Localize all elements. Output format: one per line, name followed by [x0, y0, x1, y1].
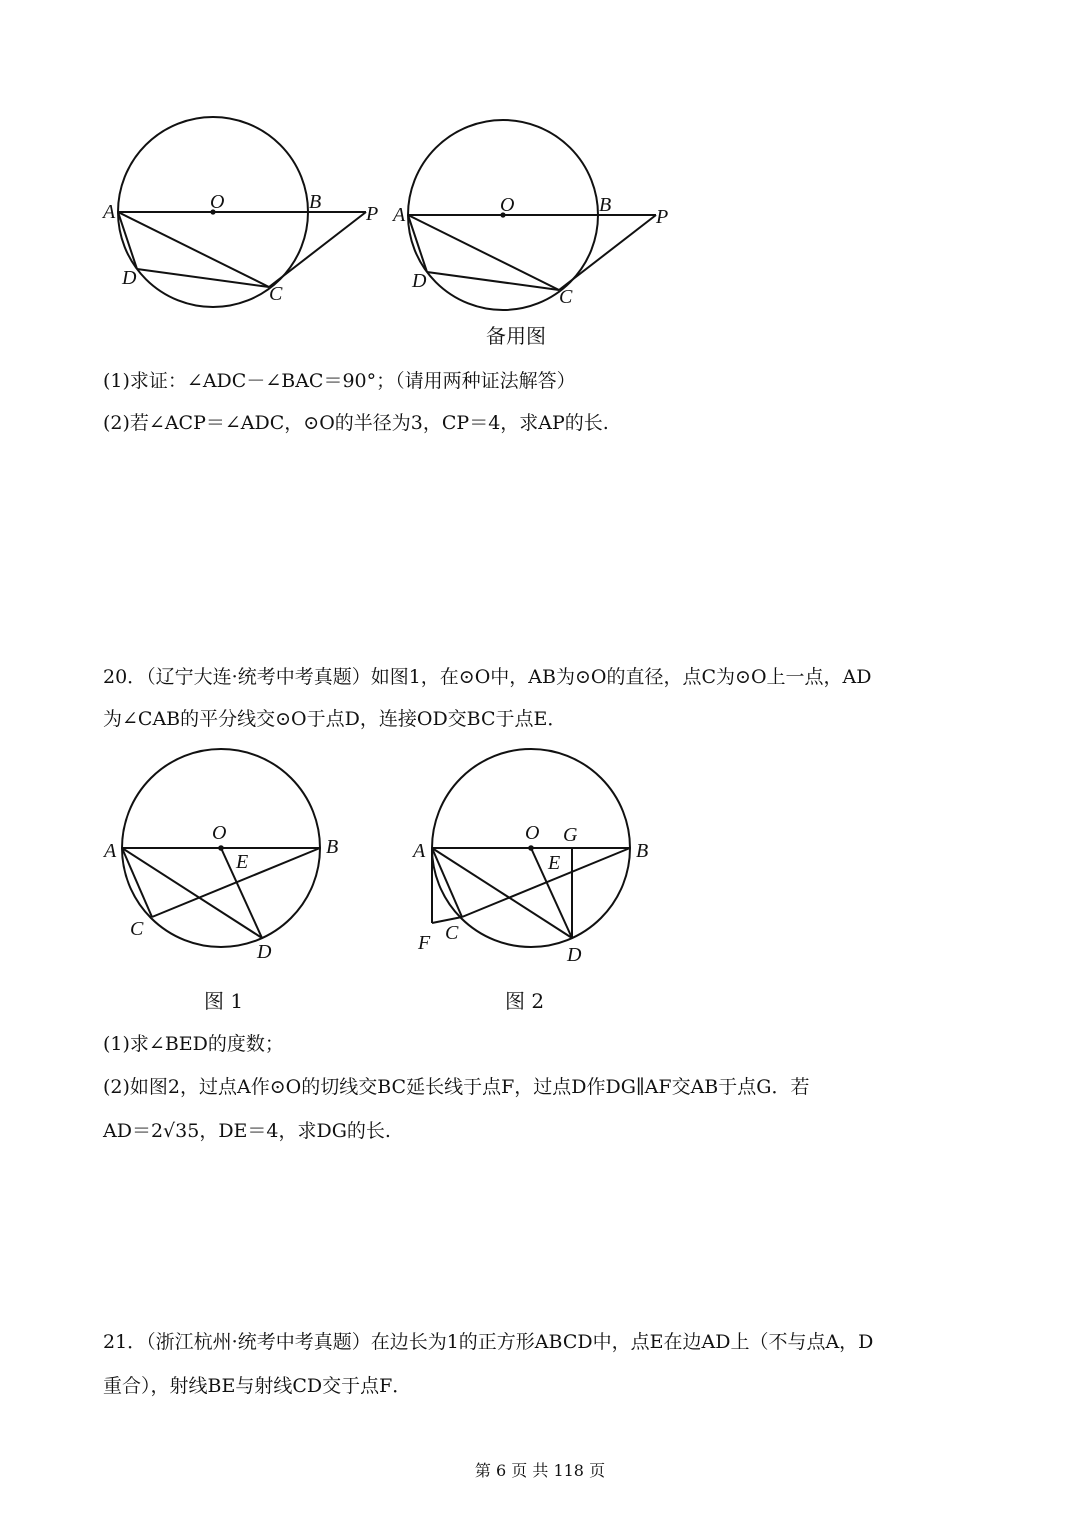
p19-f2-label-a: A: [393, 204, 406, 226]
p20-f2-label-o: O: [525, 822, 540, 844]
p19-f1-label-c: C: [269, 283, 283, 305]
p20-question-1: (1)求∠BED的度数；: [103, 1033, 284, 1055]
p19-f2-label-p: P: [656, 206, 669, 228]
p19-f1-segment-cp: [269, 212, 366, 287]
p20-f2-label-b: B: [636, 840, 649, 862]
p20-f2-label-c: C: [445, 922, 459, 944]
p19-figure-2: [385, 113, 685, 328]
p19-f1-label-o: O: [210, 191, 225, 213]
p20-f2-center-dot: [528, 845, 534, 851]
p20-f1-label-c: C: [130, 918, 144, 940]
p20-f2-label-e: E: [548, 852, 561, 874]
p19-f1-label-b: B: [309, 191, 322, 213]
p20-f1-label-o: O: [212, 822, 227, 844]
p20-figure-1-caption: 图 1: [204, 989, 244, 1013]
p19-f2-segment-cp: [559, 215, 656, 290]
p19-f1-label-p: P: [366, 203, 379, 225]
p19-figure-1: [95, 110, 395, 325]
p19-question-1: (1)求证：∠ADC－∠BAC＝90°；（请用两种证法解答）: [103, 370, 576, 392]
p19-f1-label-d: D: [122, 267, 137, 289]
p19-spare-figure-caption: 备用图: [486, 324, 546, 348]
p21-stem-line-2: 重合），射线BE与射线CD交于点F．: [103, 1375, 412, 1397]
p20-f1-label-d: D: [257, 941, 272, 963]
p20-figure-2: [410, 745, 670, 970]
p19-f1-label-a: A: [103, 201, 116, 223]
p20-figure-1: [100, 745, 360, 970]
p20-f1-label-b: B: [326, 836, 339, 858]
p20-stem-line-1: 20．（辽宁大连·统考中考真题）如图1，在⊙O中，AB为⊙O的直径，点C为⊙O上一点，AD: [103, 666, 872, 688]
p20-f2-label-a: A: [413, 840, 426, 862]
p19-f2-label-c: C: [559, 286, 573, 308]
p20-f2-label-d: D: [567, 944, 582, 966]
p21-stem-line-1: 21．（浙江杭州·统考中考真题）在边长为1的正方形ABCD中，点E在边AD上（不与点A，D: [103, 1331, 874, 1353]
p19-f2-label-b: B: [599, 194, 612, 216]
p19-f2-label-d: D: [412, 270, 427, 292]
p20-stem-line-2: 为∠CAB的平分线交⊙O于点D，连接OD交BC于点E．: [103, 708, 567, 730]
p20-f1-center-dot: [218, 845, 224, 851]
p20-figure-2-caption: 图 2: [505, 989, 545, 1013]
p20-question-2-line-1: (2)如图2，过点A作⊙O的切线交BC延长线于点F，过点D作DG∥AF交AB于点G．若: [103, 1076, 810, 1098]
p20-f2-label-g: G: [563, 824, 578, 846]
page-footer: 第 6 页 共 118 页: [474, 1461, 606, 1480]
p20-question-2-line-2: AD＝2√35，DE＝4，求DG的长.: [103, 1120, 391, 1142]
p20-f1-label-a: A: [104, 840, 117, 862]
p19-question-2: (2)若∠ACP＝∠ADC，⊙O的半径为3，CP＝4，求AP的长.: [103, 412, 609, 434]
p19-f2-label-o: O: [500, 194, 515, 216]
p20-f1-label-e: E: [236, 851, 249, 873]
p20-f2-label-f: F: [418, 932, 431, 954]
